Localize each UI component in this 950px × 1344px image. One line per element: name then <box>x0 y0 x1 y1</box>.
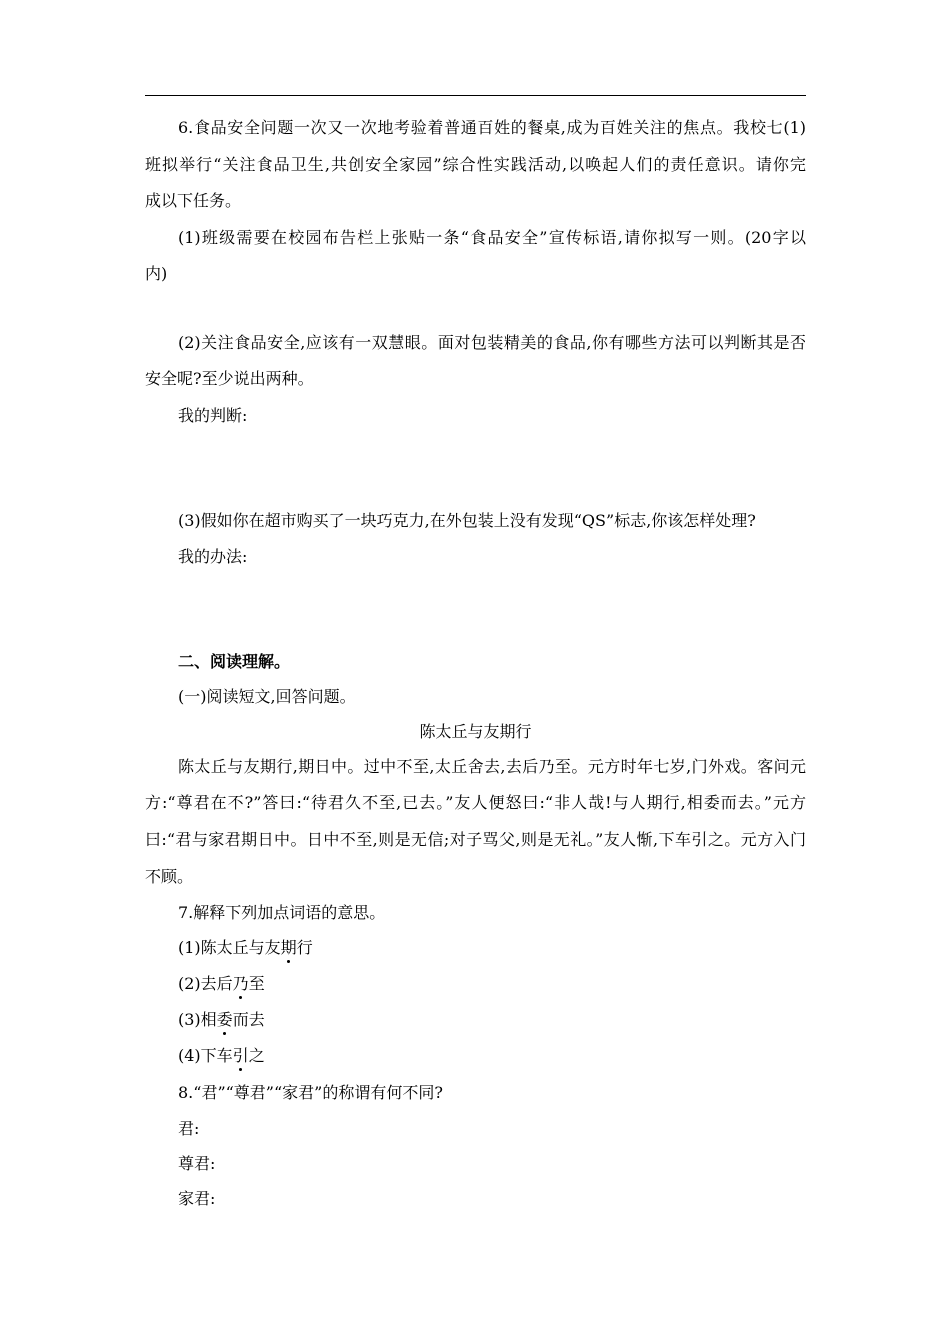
q7-item-3 <box>178 1010 806 1030</box>
q8-answer-jiajun: 家君: <box>178 1189 216 1208</box>
passage-line-4: 不顾。 <box>145 867 194 886</box>
q7-item-2 <box>178 974 806 994</box>
q6-sub3-answer-label: 我的办法: <box>178 547 248 566</box>
q7-prompt: 7.解释下列加点词语的意思。 <box>178 903 386 922</box>
header-rule <box>145 95 806 96</box>
q7-item-1 <box>178 938 806 958</box>
section-heading: 二、阅读理解。 <box>178 652 291 671</box>
q8-answer-jun: 君: <box>178 1119 200 1138</box>
part-heading: (一)阅读短文,回答问题。 <box>178 687 356 706</box>
q6-line-2: 班拟举行“关注食品卫生,共创安全家园”综合性实践活动,以唤起人们的责任意识。请你完 <box>145 155 806 174</box>
q6-sub3-line: (3)假如你在超市购买了一块巧克力,在外包装上没有发现“QS”标志,你该怎样处理? <box>178 511 756 530</box>
q7-item-3-after: 而去 <box>232 1010 265 1029</box>
q7-item-1-after: 行 <box>296 938 313 957</box>
q6-line-1: 6.食品安全问题一次又一次地考验着普通百姓的餐桌,成为百姓关注的焦点。我校七(1) <box>178 118 806 137</box>
q6-sub2-answer-label: 我的判断: <box>178 406 248 425</box>
q7-item-4 <box>178 1046 806 1066</box>
q6-sub1-line-1: (1)班级需要在校园布告栏上张贴一条“食品安全”宣传标语,请你拟写一则。(20字以 <box>178 228 806 247</box>
passage-line-3: 曰:“君与家君期日中。日中不至,则是无信;对子骂父,则是无礼。”友人惭,下车引之。元方入门 <box>145 830 806 849</box>
passage-title: 陈太丘与友期行 <box>419 722 532 741</box>
passage-line-2: 方:“尊君在不?”答曰:“待君久不至,已去。”友人便怒曰:“非人哉!与人期行,相委而去。”元方 <box>145 793 806 812</box>
q7-item-2-before: (2)去后 <box>178 974 233 993</box>
q7-item-3-before: (3)相 <box>178 1010 217 1029</box>
q8-prompt: 8.“君”“尊君”“家君”的称谓有何不同? <box>178 1083 443 1102</box>
q6-sub2-line-1: (2)关注食品安全,应该有一双慧眼。面对包装精美的食品,你有哪些方法可以判断其是否 <box>178 333 806 352</box>
q7-item-2-after: 至 <box>248 974 265 993</box>
q7-item-2-dotted-word: 乃 <box>232 974 249 993</box>
q6-sub1-line-2: 内) <box>145 264 168 283</box>
q6-line-3: 成以下任务。 <box>145 191 242 210</box>
q7-item-1-dotted-word: 期 <box>280 938 297 957</box>
q7-item-1-before: (1)陈太丘与友 <box>178 938 281 957</box>
q7-item-4-after: 之 <box>248 1046 265 1065</box>
q7-item-4-dotted-word: 引 <box>232 1046 249 1065</box>
q8-answer-zunjun: 尊君: <box>178 1154 216 1173</box>
passage-line-1: 陈太丘与友期行,期日中。过中不至,太丘舍去,去后乃至。元方时年七岁,门外戏。客问元 <box>178 757 806 776</box>
q6-sub2-line-2: 安全呢?至少说出两种。 <box>145 369 314 388</box>
q7-item-4-before: (4)下车 <box>178 1046 233 1065</box>
q7-item-3-dotted-word: 委 <box>216 1010 233 1029</box>
